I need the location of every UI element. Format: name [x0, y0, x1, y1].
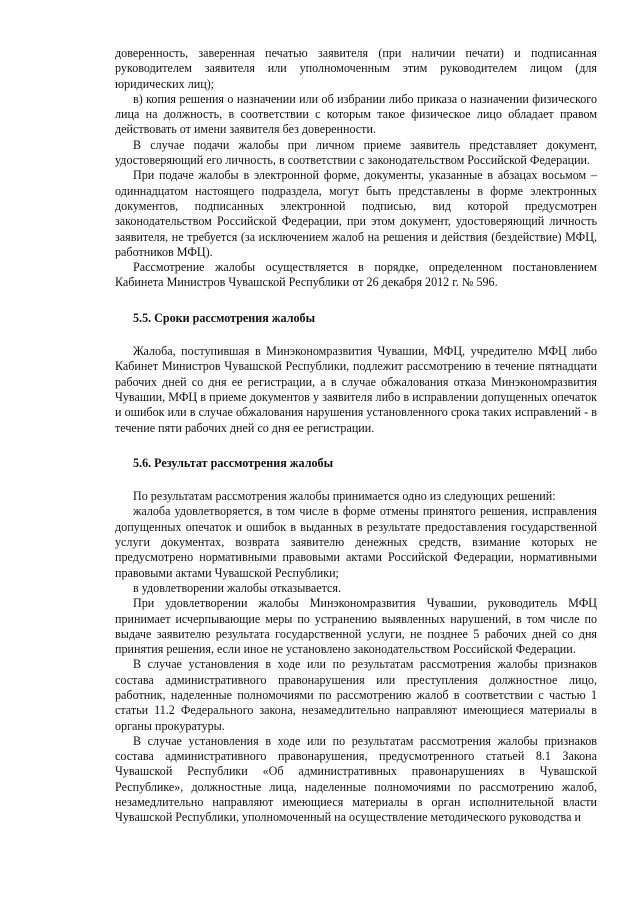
paragraph-review-terms: Жалоба, поступившая в Минэкономразвития Чувашии, МФЦ, учредителю МФЦ либо Кабинет Министров Чувашской Республики, подлежит рассмотрению в течение пятнадцати рабочих дней со дня ее регистрации, а в случае обжалования отказа Минэкономразвития Чувашии, МФЦ в приеме документов у заявителя либо в исправлении допущенных опечаток и ошибок или в случае обжалования нарушения установленного срока таких исправлений - в течение пяти рабочих дней со дня ее регистрации.	[115, 344, 597, 435]
section-title-review-result: 5.6. Результат рассмотрения жалобы	[133, 455, 334, 470]
section-title-review-terms: 5.5. Сроки рассмотрения жалобы	[133, 310, 316, 325]
paragraph-electronic-form: При подаче жалобы в электронной форме, документы, указанные в абзацах восьмом – одиннадцатом настоящего подраздела, могут быть представлены в форме электронных документов, подписанных электронной подписью, вид которой предусмотрен законодательством Российской Федерации, при этом документ, удостоверяющий личность заявителя, не требуется (за исключением жалоб на решения и действия (бездействие) МФЦ, работников МФЦ).	[115, 168, 597, 259]
paragraph-complaint-satisfied: жалоба удовлетворяется, в том числе в форме отмены принятого решения, исправления допущенных опечаток и ошибок в выданных в результате предоставления государственной услуги документах, возврата заявителю денежных средств, взимание которых не предусмотрено нормативными правовыми актами Российской Федерации, нормативными правовыми актами Чувашской Республики;	[115, 504, 597, 580]
paragraph-power-of-attorney: доверенность, заверенная печатью заявителя (при наличии печати) и подписанная руководителем заявителя или уполномоченным этим руководителем лицом (для юридических лиц);	[115, 46, 597, 91]
paragraph-executive-referral: В случае установления в ходе или по результатам рассмотрения жалобы признаков состава административного правонарушения, предусмотренного статьей 8.1 Закона Чувашской Республики «Об административных правонарушениях в Чувашской Республике», должностные лица, наделенные полномочиями по рассмотрению жалоб, незамедлительно направляют имеющиеся материалы в орган исполнительной власти Чувашской Республики, уполномоченный на осуществление методического руководства и	[115, 733, 597, 825]
paragraph-review-procedure: Рассмотрение жалобы осуществляется в порядке, определенном постановлением Кабинета Министров Чувашской Республики от 26 декабря 2012 г. № 596.	[115, 260, 597, 290]
paragraph-satisfaction-measures: При удовлетворении жалобы Минэкономразвития Чувашии, руководитель МФЦ принимает исчерпывающие меры по устранению выявленных нарушений, в том числе по выдаче заявителю результата государственной услуги, не позднее 5 рабочих дней со дня принятия решения, если иное не установлено законодательством Российской Федерации.	[115, 596, 597, 657]
paragraph-decisions-intro: По результатам рассмотрения жалобы принимается одно из следующих решений:	[133, 489, 556, 504]
paragraph-prosecutor-referral: В случае установления в ходе или по результатам рассмотрения жалобы признаков состава административного правонарушения или преступления должностное лицо, работник, наделенные полномочиями по рассмотрению жалоб в соответствии с частью 1 статьи 11.2 Федерального закона, незамедлительно направляют имеющиеся материалы в органы прокуратуры.	[115, 657, 597, 733]
paragraph-personal-reception: В случае подачи жалобы при личном приеме заявитель представляет документ, удостоверяющий его личность, в соответствии с законодательством Российской Федерации.	[115, 137, 597, 168]
paragraph-item-v: в) копия решения о назначении или об избрании либо приказа о назначении физического лица на должность, в соответствии с которым такое физическое лицо обладает правом действовать от имени заявителя без доверенности.	[115, 91, 597, 137]
paragraph-complaint-refused: в удовлетворении жалобы отказывается.	[133, 580, 342, 595]
